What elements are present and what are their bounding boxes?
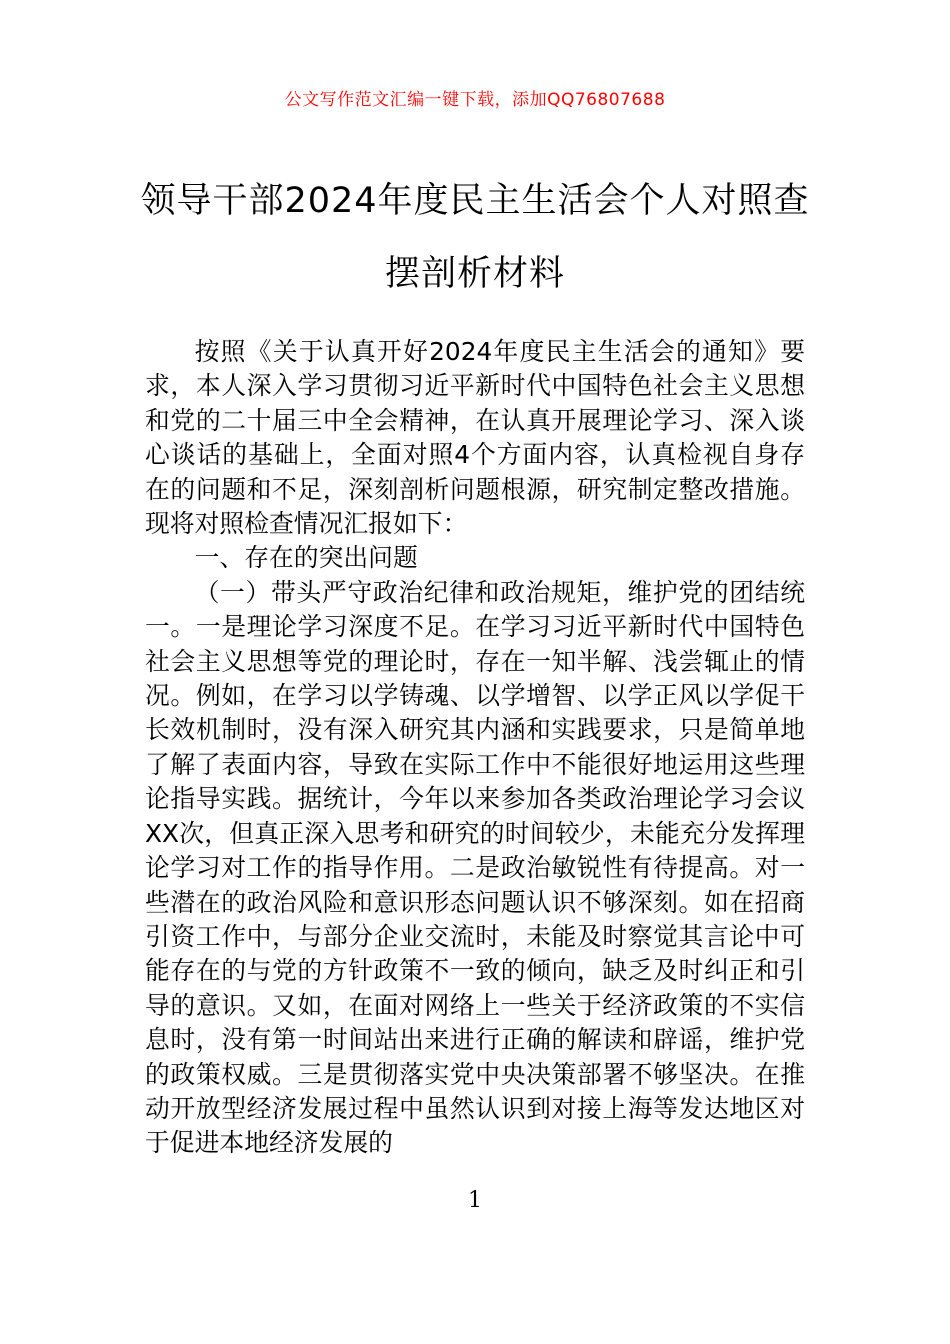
document-body: [145, 335, 805, 1161]
document-title: [120, 165, 830, 311]
title-line-2: 摆剖析材料: [384, 254, 565, 294]
paragraph-intro: 按照《关于认真开好2024年度民主生活会的通知》要求，本人深入学习贯彻习近平新时代中国特色社会主义思想和党的二十届三中全会精神，在认真开展理论学习、深入谈心谈话的基础上，全面对照4个方面内容，认真检视自身存在的问题和不足，深刻剖析问题根源，研究制定整改措施。现将对照检查情况汇报如下：: [145, 337, 805, 539]
watermark-header: 公文写作范文汇编一键下载，添加QQ76807688: [284, 90, 666, 110]
section-heading: 一、存在的突出问题: [194, 543, 418, 573]
title-line-1: 领导干部2024年度民主生活会个人对照查: [140, 181, 810, 221]
page-number: 1: [468, 1188, 482, 1213]
paragraph-section-1: （一）带头严守政治纪律和政治规矩，维护党的团结统一。一是理论学习深度不足。在学习习近平新时代中国特色社会主义思想等党的理论时，存在一知半解、浅尝辄止的情况。例如，在学习以学铸魂、以学增智、以学正风以学促干长效机制时，没有深入研究其内涵和实践要求，只是简单地了解了表面内容，导致在实际工作中不能很好地运用这些理论指导实践。据统计，今年以来参加各类政治理论学习会议XX次，但真正深入思考和研究的时间较少，未能充分发挥理论学习对工作的指导作用。二是政治敏锐性有待提高。对一些潜在的政治风险和意识形态问题认识不够深刻。如在招商引资工作中，与部分企业交流时，未能及时察觉其言论中可能存在的与党的方针政策不一致的倾向，缺乏及时纠正和引导的意识。又如，在面对网络上一些关于经济政策的不实信息时，没有第一时间站出来进行正确的解读和辟谣，维护党的政策权威。三是贯彻落实党中央决策部署不够坚决。在推动开放型经济发展过程中虽然认识到对接上海等发达地区对于促进本地经济发展的: [145, 577, 805, 1158]
